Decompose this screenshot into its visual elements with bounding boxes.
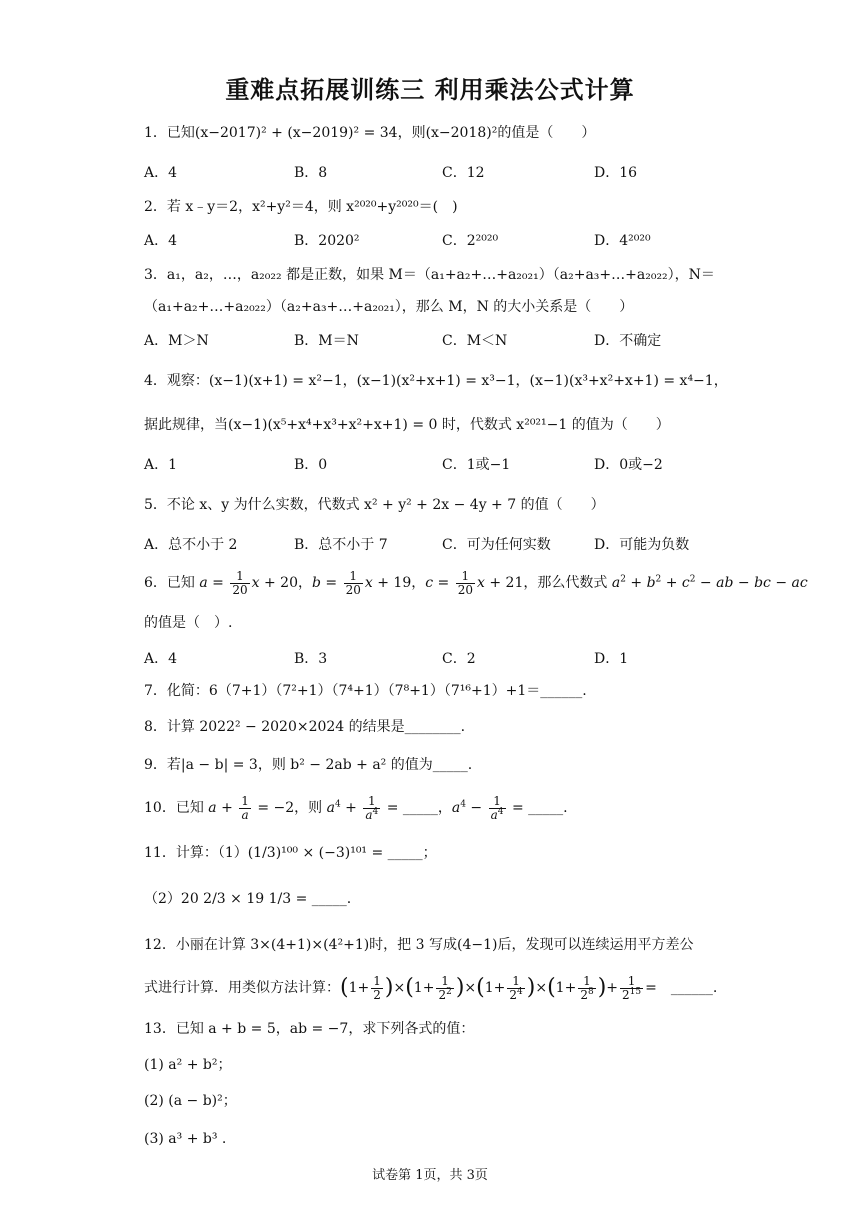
question-1-stem: 1．已知(x−2017)² + (x−2019)² = 34，则(x−2018)²的值是（ ） — [144, 125, 596, 141]
question-8: 8．计算 2022² − 2020×2024 的结果是________. — [144, 719, 466, 735]
question-4-option-b: B．0 — [294, 457, 328, 473]
question-13-part-3: (3) a³ + b³ . — [144, 1131, 227, 1147]
question-4-stem-line-2: 据此规律，当(x−1)(x⁵+x⁴+x³+x²+x+1) = 0 时，代数式 x²⁰²¹−1 的值为（ ） — [144, 417, 670, 433]
question-5-option-b: B．总不小于 7 — [294, 537, 388, 553]
question-5-option-d: D．可能为负数 — [594, 537, 690, 553]
question-11-line-2: （2）20 2/3 × 19 1/3 = _____. — [144, 891, 352, 907]
question-2-options — [144, 230, 744, 252]
question-7: 7．化简：6（7+1）（7²+1）（7⁴+1）（7⁸+1）（7¹⁶+1）+1＝______. — [144, 683, 587, 699]
question-3-stem-line-1: 3．a₁，a₂，…，a₂₀₂₂ 都是正数，如果 M＝（a₁+a₂+…+a₂₀₂₁）（a₂+a₃+…+a₂₀₂₂），N＝ — [144, 267, 715, 283]
question-1-options — [144, 162, 744, 184]
question-5-option-a: A．总不小于 2 — [144, 537, 238, 553]
question-12-stem-prefix: 式进行计算．用类似方法计算： — [144, 980, 340, 996]
question-1-option-c: C．12 — [442, 165, 485, 181]
question-1-option-a: A．4 — [144, 165, 178, 181]
question-5-stem: 5．不论 x、y 为什么实数，代数式 x² + y² + 2x − 4y + 7 的值（ ） — [144, 497, 605, 513]
question-1-option-d: D．16 — [594, 165, 638, 181]
question-3-option-d: D．不确定 — [594, 333, 662, 349]
question-6-option-a: A．4 — [144, 651, 178, 667]
question-12-stem-line-1: 12．小丽在计算 3×(4+1)×(4²+1)时，把 3 写成(4−1)后，发现可以连续运用平方差公 — [144, 937, 694, 953]
question-2-stem: 2．若 x﹣y＝2，x²+y²＝4，则 x²⁰²⁰+y²⁰²⁰＝( ) — [144, 199, 458, 215]
question-13-stem: 13．已知 a + b = 5，ab = −7，求下列各式的值： — [144, 1021, 475, 1037]
question-12-stem-line-2: 式进行计算．用类似方法计算：(1+ $\frac{1}{2}$ )×(1+ $\frac{1}{2^2}$ )×(1+ $\frac{1}{2^4}$ )×(1+ $\frac{1}{2^8}$ )+ $\frac{1}{2^{15}}$ = ______. — [144, 973, 718, 1002]
question-6-stem-line-2: 的值是（ ）. — [144, 615, 233, 631]
question-3-options — [144, 330, 744, 352]
question-6-option-d: D．1 — [594, 651, 629, 667]
question-3-stem-line-2: （a₁+a₂+…+a₂₀₂₂）（a₂+a₃+…+a₂₀₂₁），那么 M，N 的大小关系是（ ） — [144, 299, 634, 315]
question-6-option-b: B．3 — [294, 651, 328, 667]
page-footer: 试卷第 1页，共 3页 — [372, 1168, 488, 1183]
question-13-part-2: (2) (a − b)²； — [144, 1093, 237, 1109]
question-4-option-a: A．1 — [144, 457, 178, 473]
question-4-option-c: C．1或−1 — [442, 457, 511, 473]
question-1-option-b: B．8 — [294, 165, 328, 181]
question-11-line-1: 11．计算：（1）(1/3)¹⁰⁰ × (−3)¹⁰¹ = _____； — [144, 845, 437, 861]
question-4-stem-line-1: 4．观察：(x−1)(x+1) = x²−1，(x−1)(x²+x+1) = x³−1，(x−1)(x³+x²+x+1) = x⁴−1， — [144, 373, 728, 389]
question-3-option-c: C．M＜N — [442, 333, 508, 349]
question-6-stem-line-1: 6．已知 a = $\frac{1}{20}$ x + 20，b = $\frac{1}{20}$ x + 19，c = $\frac{1}{20}$ x + 21，那么代数式 $a^2 + b^2 + c^2$ − ab − bc − ac — [144, 568, 808, 597]
question-10: 10．已知 a + $\frac{1}{a}$ = −2，则 $a^4$ + $\frac{1}{a^4}$ = _____，$a^4$ − $\frac{1}{a^4}$ = _____. — [144, 793, 568, 822]
question-5-options — [144, 534, 744, 556]
question-2-option-a: A．4 — [144, 233, 178, 249]
question-2-option-d: D．4²⁰²⁰ — [594, 233, 651, 249]
question-9: 9．若|a − b| = 3，则 b² − 2ab + a² 的值为_____. — [144, 757, 473, 773]
question-4-option-d: D．0或−2 — [594, 457, 663, 473]
question-2-option-b: B．2020² — [294, 233, 360, 249]
question-3-option-b: B．M＝N — [294, 333, 359, 349]
question-13-part-1: (1) a² + b²； — [144, 1057, 232, 1073]
question-5-option-c: C．可为任何实数 — [442, 537, 551, 553]
question-6-options — [144, 648, 744, 670]
question-6-option-c: C．2 — [442, 651, 476, 667]
question-2-option-c: C．2²⁰²⁰ — [442, 233, 499, 249]
page-title: 重难点拓展训练三 利用乘法公式计算 — [225, 76, 635, 104]
question-3-option-a: A．M＞N — [144, 333, 209, 349]
question-4-options — [144, 454, 744, 476]
